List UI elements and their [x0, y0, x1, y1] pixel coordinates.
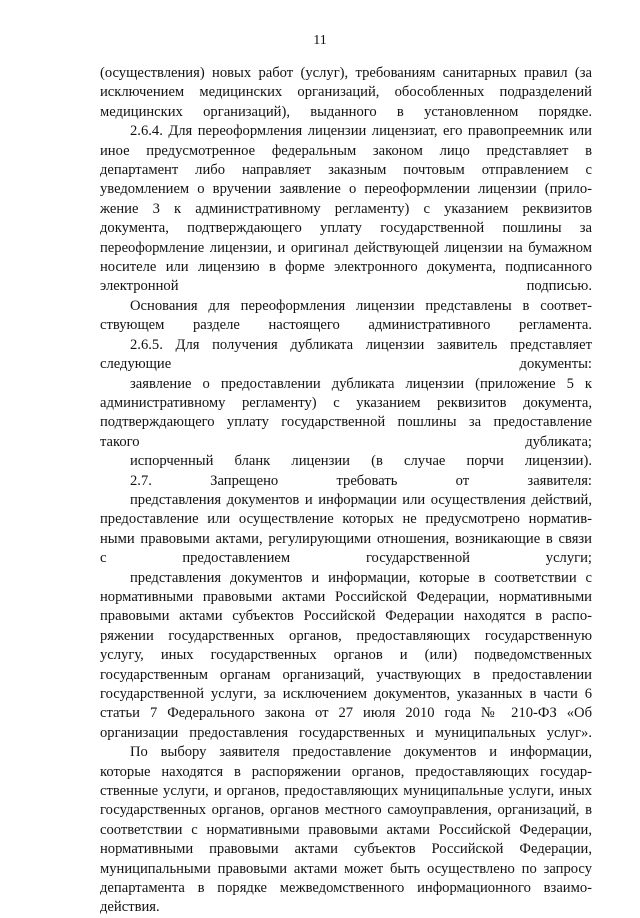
text-line: правовыми актами субъектов Российской Федерации находятся в распо-: [100, 608, 592, 625]
text-line: предоставление или осуществление которых не предусмотрено норматив-: [100, 511, 592, 528]
text-line: представления документов и информации или осуществления действий,: [130, 491, 592, 508]
text-line: иное предусмотренное федеральным законом лицо представляет в: [100, 142, 592, 159]
text-line: статьи 7 Федерального закона от 27 июля 2010 года № 210-ФЗ «Об: [100, 705, 592, 722]
paragraph-applicant-choice: [100, 743, 592, 918]
text-line: 2.7. Запрещено требовать от заявителя:: [130, 472, 592, 489]
paragraph-2-7-heading: [100, 472, 592, 491]
paragraph-2-6-4: [100, 122, 592, 297]
text-line: носителе или лицензию в форме электронного документа, подписанного: [100, 259, 592, 276]
text-line: государственным органам организаций, участвующих в предоставлении: [100, 666, 592, 683]
text-line: (осуществления) новых работ (услуг), требованиям санитарных правил (за: [100, 65, 592, 81]
text-line: административному регламенту) с указанием реквизитов документа,: [100, 394, 592, 411]
text-line: государственной услуги, за исключением документов, указанных в части 6: [100, 686, 592, 702]
text-line: с предоставлением государственной услуги;: [100, 550, 592, 567]
paragraph-prohibition-1: [100, 491, 592, 569]
text-line: медицинских организаций), выданного в установленном порядке.: [100, 103, 592, 120]
text-line: ряжении государственных органов, предоставляющих государственную: [100, 627, 592, 644]
text-line: уведомлением о вручении заявление о переоформлении лицензии (прило-: [100, 181, 592, 198]
text-line: электронной подписью.: [100, 278, 592, 295]
paragraph-duplicate-application: [100, 375, 592, 453]
text-line: ствующем разделе настоящего административного регламента.: [100, 317, 592, 334]
text-line: 2.6.4. Для переоформления лицензии лицензиат, его правопреемник или: [130, 123, 592, 140]
text-line: заявление о предоставлении дубликата лицензии (приложение 5 к: [130, 375, 592, 392]
text-line: которые находятся в распоряжении органов, предоставляющих государ-: [100, 763, 592, 780]
page-number: 11: [313, 33, 327, 48]
text-line: представления документов и информации, которые в соответствии с: [130, 569, 592, 586]
text-line: ственные услуги, и органов, предоставляющих муниципальные услуги, иных: [100, 783, 592, 800]
text-line: документа, подтверждающего уплату государственной пошлины за: [100, 220, 592, 237]
paragraph-license-requirements-end: [100, 64, 592, 122]
text-line: услугу, иных государственных органов и (или) подведомственных: [100, 647, 592, 664]
text-line: нормативными правовыми актами субъектов Российской Федерации,: [100, 841, 592, 858]
paragraph-reissue-grounds: [100, 297, 592, 336]
text-line: действия.: [100, 899, 160, 916]
text-line: исключением медицинских организаций, обособленных подразделений: [100, 84, 592, 101]
text-line: ными правовыми актами, регулирующими отношения, возникающие в связи: [100, 530, 592, 547]
text-line: такого дубликата;: [100, 433, 592, 450]
text-line: По выбору заявителя предоставление документов и информации,: [130, 744, 592, 761]
paragraph-prohibition-2: [100, 569, 592, 744]
text-line: муниципальными правовыми актами может быть осуществлено по запросу: [100, 860, 592, 877]
paragraph-2-6-5: [100, 336, 592, 375]
text-line: испорченный бланк лицензии (в случае порчи лицензии).: [130, 453, 592, 470]
text-line: жение 3 к административному регламенту) с указанием реквизитов: [100, 200, 592, 217]
text-line: переоформление лицензии, и оригинал действующей лицензии на бумажном: [100, 239, 592, 256]
text-line: департамент либо направляет заказным почтовым отправлением с: [100, 162, 592, 179]
text-line: нормативными правовыми актами Российской Федерации, нормативными: [100, 588, 592, 605]
text-line: подтверждающего уплату государственной пошлины за предоставление: [100, 414, 592, 431]
paragraph-damaged-form: [100, 452, 592, 471]
document-body: [100, 64, 592, 918]
text-line: государственных органов, органов местного самоуправления, организаций, в: [100, 802, 592, 819]
text-line: соответствии с нормативными правовыми актами Российской Федерации,: [100, 821, 592, 838]
text-line: Основания для переоформления лицензии представлены в соответ-: [130, 297, 592, 314]
text-line: 2.6.5. Для получения дубликата лицензии заявитель представляет: [130, 336, 592, 353]
text-line: следующие документы:: [100, 356, 592, 373]
text-line: департамента в порядке межведомственного информационного взаимо-: [100, 880, 592, 897]
text-line: организации предоставления государственных и муниципальных услуг».: [100, 724, 592, 741]
